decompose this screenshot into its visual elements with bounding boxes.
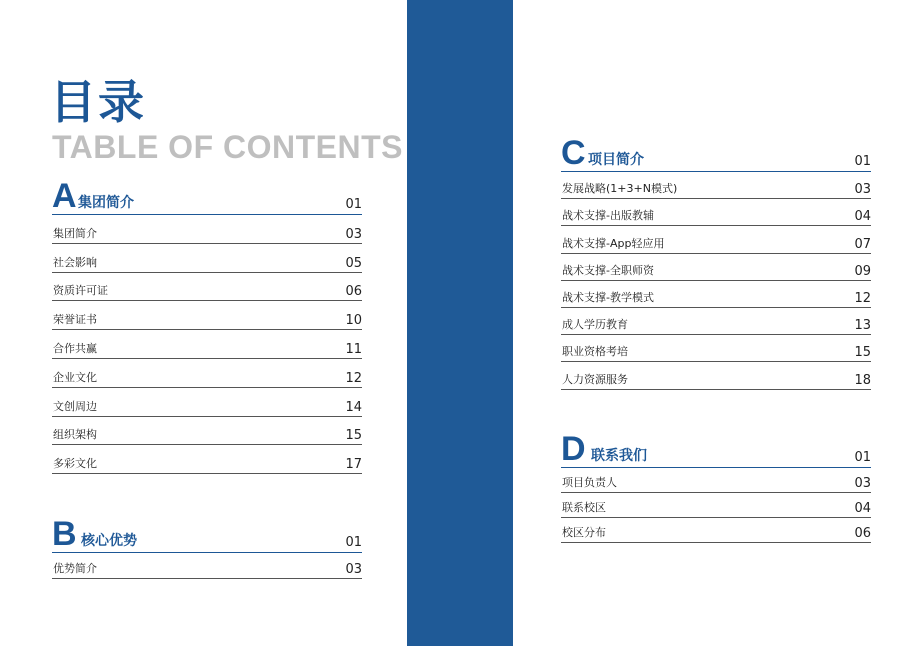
toc-item[interactable] <box>561 468 871 493</box>
toc-item-label: 多彩文化 <box>53 457 97 471</box>
toc-item-page: 06 <box>345 284 362 300</box>
toc-item-page: 12 <box>345 370 362 386</box>
toc-item-page: 12 <box>854 290 871 306</box>
toc-item[interactable] <box>561 281 871 308</box>
toc-item-label: 社会影响 <box>53 255 97 269</box>
toc-item-page: 11 <box>345 341 362 357</box>
toc-item[interactable] <box>52 417 362 446</box>
toc-item-label: 联系校区 <box>562 501 606 514</box>
toc-item-page: 15 <box>854 345 871 361</box>
section-title: 集团简介 <box>78 195 134 211</box>
toc-item-label: 成人学历教育 <box>562 318 628 332</box>
toc-item[interactable] <box>52 445 362 474</box>
toc-item-label: 战术支撑-App轻应用 <box>562 236 665 250</box>
toc-item[interactable] <box>52 301 362 330</box>
page-title: 目录 <box>50 75 146 129</box>
toc-section-c <box>561 134 871 390</box>
toc-item-page: 10 <box>345 313 362 329</box>
section-page: 01 <box>854 450 871 465</box>
toc-item-label: 发展战略(1+3+N模式) <box>562 182 678 196</box>
toc-item-page: 13 <box>854 318 871 334</box>
section-header[interactable] <box>561 134 871 172</box>
toc-item-page: 03 <box>345 562 362 577</box>
section-header[interactable] <box>561 430 871 468</box>
toc-section-d <box>561 430 871 543</box>
toc-item-page: 05 <box>345 255 362 271</box>
section-page: 01 <box>345 197 362 212</box>
section-title: 联系我们 <box>591 448 647 464</box>
toc-item-label: 文创周边 <box>53 399 97 413</box>
toc-item[interactable] <box>52 553 362 579</box>
toc-item-page: 04 <box>854 209 871 225</box>
section-letter: B <box>52 515 77 553</box>
toc-item[interactable] <box>52 359 362 388</box>
toc-item-page: 07 <box>854 236 871 252</box>
toc-list <box>561 172 871 390</box>
toc-item[interactable] <box>561 308 871 335</box>
section-page: 01 <box>345 535 362 550</box>
section-letter: A <box>52 177 77 215</box>
section-letter: D <box>561 430 586 468</box>
toc-item-page: 04 <box>854 501 871 516</box>
toc-section-a <box>52 177 362 474</box>
toc-item-label: 合作共赢 <box>53 341 97 355</box>
toc-item[interactable] <box>561 254 871 281</box>
toc-item[interactable] <box>52 244 362 273</box>
toc-item-label: 集团简介 <box>53 226 97 240</box>
toc-item-label: 战术支撑-出版教辅 <box>562 209 654 223</box>
toc-item[interactable] <box>561 362 871 389</box>
toc-item[interactable] <box>52 273 362 302</box>
toc-item-label: 项目负责人 <box>562 476 617 489</box>
toc-item-label: 战术支撑-全职师资 <box>562 263 654 277</box>
toc-item-page: 18 <box>854 372 871 388</box>
page-subtitle: TABLE OF CONTENTS <box>52 129 403 165</box>
toc-item-label: 荣誉证书 <box>53 313 97 327</box>
toc-item-page: 03 <box>345 226 362 242</box>
section-title: 核心优势 <box>81 533 137 549</box>
toc-list <box>561 468 871 543</box>
toc-item-page: 03 <box>854 182 871 198</box>
toc-item-page: 03 <box>854 476 871 491</box>
section-title: 项目简介 <box>588 152 644 168</box>
toc-item[interactable] <box>561 199 871 226</box>
section-header[interactable] <box>52 177 362 215</box>
toc-item[interactable] <box>561 493 871 518</box>
toc-item-label: 优势简介 <box>53 562 97 575</box>
toc-item-label: 战术支撑-教学模式 <box>562 290 654 304</box>
decorative-band <box>407 0 513 646</box>
toc-item-label: 组织架构 <box>53 428 97 442</box>
toc-item-page: 09 <box>854 263 871 279</box>
toc-item[interactable] <box>52 388 362 417</box>
toc-item-label: 职业资格考培 <box>562 345 628 359</box>
section-page: 01 <box>854 154 871 169</box>
section-letter: C <box>561 134 586 172</box>
toc-item[interactable] <box>52 215 362 244</box>
toc-item-label: 企业文化 <box>53 370 97 384</box>
toc-item[interactable] <box>561 335 871 362</box>
toc-item[interactable] <box>561 226 871 253</box>
toc-item[interactable] <box>52 330 362 359</box>
toc-item[interactable] <box>561 518 871 543</box>
toc-section-b <box>52 515 362 579</box>
toc-item-page: 15 <box>345 428 362 444</box>
toc-item-label: 校区分布 <box>562 526 606 539</box>
section-header[interactable] <box>52 515 362 553</box>
toc-item-label: 人力资源服务 <box>562 372 628 386</box>
toc-item-page: 17 <box>345 457 362 473</box>
toc-item-page: 14 <box>345 399 362 415</box>
toc-list <box>52 553 362 579</box>
toc-item[interactable] <box>561 172 871 199</box>
toc-item-page: 06 <box>854 526 871 541</box>
toc-item-label: 资质许可证 <box>53 284 108 298</box>
toc-list <box>52 215 362 474</box>
